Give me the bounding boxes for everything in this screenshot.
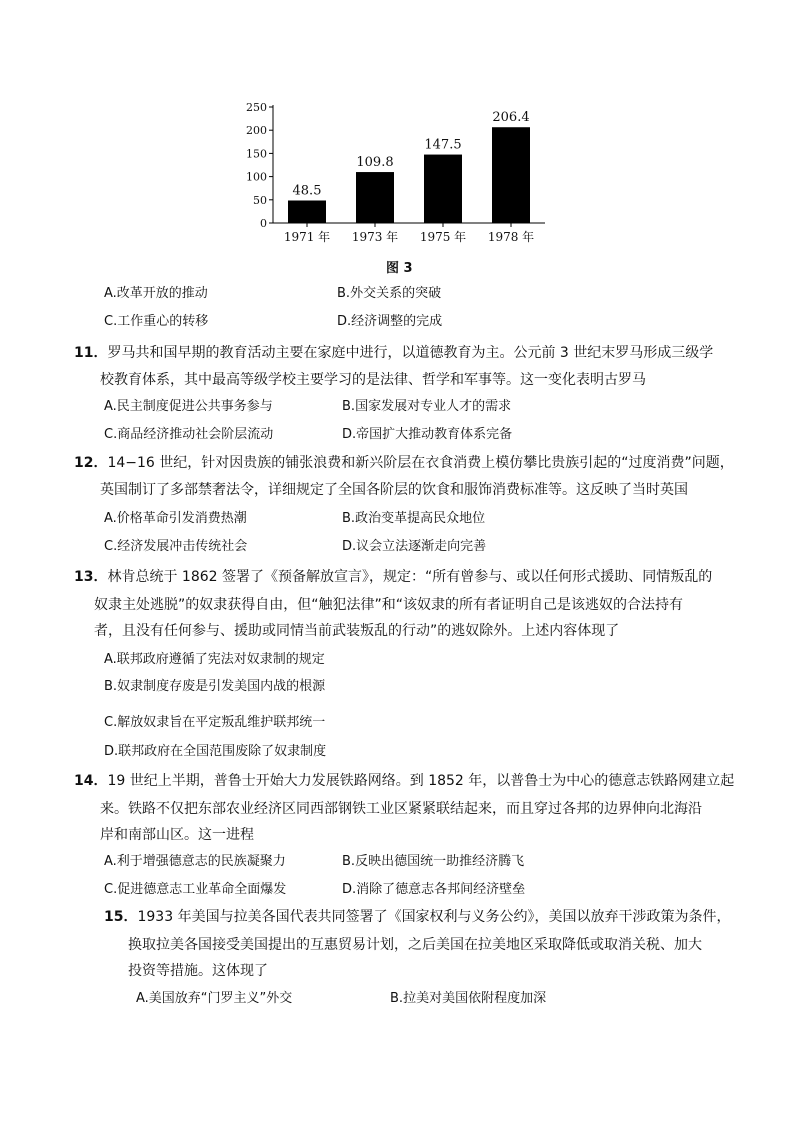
bar bbox=[424, 155, 462, 223]
q15-option-a: A.美国放弃“门罗主义”外交 bbox=[136, 991, 293, 1006]
data-label: 109.8 bbox=[356, 155, 394, 171]
q13-option-c: C.解放奴隶旨在平定叛乱维护联邦统一 bbox=[104, 715, 326, 730]
data-label: 206.4 bbox=[492, 110, 530, 126]
x-tick-label: 1973 年 bbox=[351, 230, 399, 244]
q13-option-a: A.联邦政府遵循了宪法对奴隶制的规定 bbox=[104, 652, 325, 667]
q10-option-b: B.外交关系的突破 bbox=[337, 286, 442, 301]
x-tick-label: 1978 年 bbox=[487, 230, 535, 244]
q11-stem-line-1: 11．罗马共和国早期的教育活动主要在家庭中进行，以道德教育为主。公元前 3 世纪末罗马形成三级学 bbox=[74, 345, 714, 361]
bar bbox=[288, 200, 326, 223]
q11-option-b: B.国家发展对专业人才的需求 bbox=[342, 399, 512, 414]
y-tick-label: 150 bbox=[246, 147, 267, 161]
q14-stem-line-1: 14．19 世纪上半期，普鲁士开始大力发展铁路网络。到 1852 年，以普鲁士为中心的德意志铁路网建立起 bbox=[74, 773, 735, 789]
q11-option-a: A.民主制度促进公共事务参与 bbox=[104, 399, 273, 414]
q14-stem-line-2: 来。铁路不仅把东部农业经济区同西部钢铁工业区紧紧联结起来，而且穿过各邦的边界伸向北海沿 bbox=[100, 801, 702, 817]
y-tick-label: 0 bbox=[260, 217, 267, 230]
q12-option-d: D.议会立法逐渐走向完善 bbox=[342, 539, 487, 554]
q15-option-b: B.拉美对美国依附程度加深 bbox=[390, 991, 547, 1006]
x-tick-label: 1975 年 bbox=[419, 230, 467, 244]
q15-stem-line-2: 换取拉美各国接受美国提出的互惠贸易计划，之后美国在拉美地区采取降低或取消关税、加大 bbox=[128, 937, 702, 953]
q12-option-c: C.经济发展冲击传统社会 bbox=[104, 539, 248, 554]
q14-option-b: B.反映出德国统一助推经济腾飞 bbox=[342, 854, 525, 869]
y-tick-label: 50 bbox=[253, 193, 267, 207]
q14-stem-line-3: 岸和南部山区。这一进程 bbox=[100, 827, 254, 843]
data-label: 147.5 bbox=[424, 137, 462, 153]
q10-option-a: A.改革开放的推动 bbox=[104, 286, 208, 301]
q11-stem-line-2: 校教育体系，其中最高等级学校主要学习的是法律、哲学和军事等。这一变化表明古罗马 bbox=[100, 372, 646, 388]
x-tick-label: 1971 年 bbox=[283, 230, 331, 244]
q12-option-b: B.政治变革提高民众地位 bbox=[342, 511, 486, 526]
y-tick-label: 200 bbox=[246, 124, 267, 138]
q15-stem-line-3: 投资等措施。这体现了 bbox=[128, 963, 268, 979]
y-tick-label: 100 bbox=[246, 170, 267, 184]
q10-option-d: D.经济调整的完成 bbox=[337, 314, 443, 329]
q12-stem-line-1: 12．14−16 世纪，针对因贵族的铺张浪费和新兴阶层在衣食消费上模仿攀比贵族引起的“过度消费”问题， bbox=[74, 455, 734, 471]
q13-option-b: B.奴隶制度存废是引发美国内战的根源 bbox=[104, 679, 326, 694]
y-tick-label: 250 bbox=[246, 101, 267, 114]
q14-option-a: A.利于增强德意志的民族凝聚力 bbox=[104, 854, 286, 869]
bar bbox=[356, 172, 394, 223]
bar-chart bbox=[235, 95, 555, 255]
data-label: 48.5 bbox=[292, 183, 322, 199]
q11-option-c: C.商品经济推动社会阶层流动 bbox=[104, 427, 274, 442]
bar bbox=[492, 127, 530, 223]
q11-option-d: D.帝国扩大推动教育体系完备 bbox=[342, 427, 513, 442]
q13-option-d: D.联邦政府在全国范围废除了奴隶制度 bbox=[104, 744, 327, 759]
figure-caption: 图 3 bbox=[386, 261, 413, 276]
q15-stem-line-1: 15．1933 年美国与拉美各国代表共同签署了《国家权利与义务公约》，美国以放弃干涉政策为条件， bbox=[104, 909, 731, 925]
q12-option-a: A.价格革命引发消费热潮 bbox=[104, 511, 247, 526]
q14-option-c: C.促进德意志工业革命全面爆发 bbox=[104, 882, 287, 897]
q12-stem-line-2: 英国制订了多部禁奢法令，详细规定了全国各阶层的饮食和服饰消费标准等。这反映了当时英国 bbox=[100, 482, 688, 498]
q13-stem-line-2: 奴隶主处逃脱”的奴隶获得自由，但“触犯法律”和“该奴隶的所有者证明自己是该逃奴的合法持有 bbox=[94, 597, 684, 613]
q13-stem-line-1: 13．林肯总统于 1862 签署了《预备解放宣言》，规定：“所有曾参与、或以任何形式援助、同情叛乱的 bbox=[74, 569, 713, 585]
q10-option-c: C.工作重心的转移 bbox=[104, 314, 209, 329]
q13-stem-line-3: 者，且没有任何参与、援助或同情当前武装叛乱的行动”的逃奴除外。上述内容体现了 bbox=[94, 623, 620, 639]
q14-option-d: D.消除了德意志各邦间经济壁垒 bbox=[342, 882, 526, 897]
